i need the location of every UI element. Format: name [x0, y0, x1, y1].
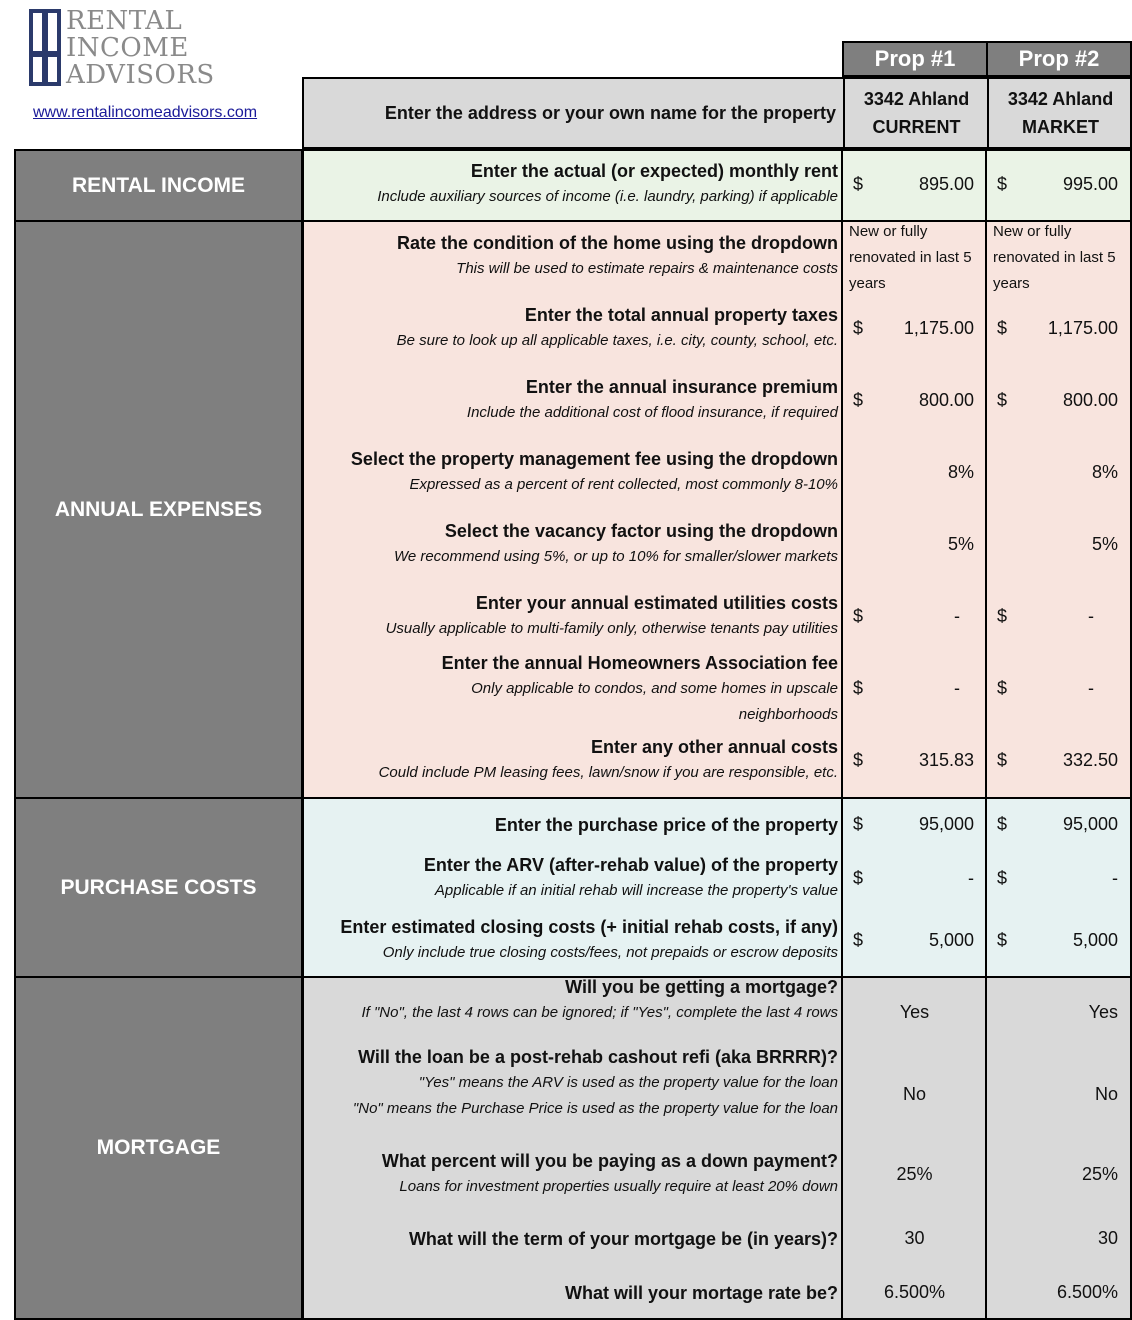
- prop2-down-payment-input[interactable]: 25%: [1081, 1164, 1118, 1184]
- section-mortgage: MORTGAGE: [14, 976, 303, 1320]
- rent-question: Enter the actual (or expected) monthly rent Include auxiliary sources of income (i.e. laundry, parking) if applicable: [377, 161, 838, 205]
- brand-name-line-3: ADVISORS: [66, 60, 215, 90]
- address-label: Enter the address or your own name for the property: [384, 102, 836, 123]
- brand-name-line-1: RENTAL: [66, 6, 183, 36]
- prop1-utilities-input[interactable]: $ -: [853, 606, 960, 626]
- prop1-vacancy-dropdown[interactable]: 5%: [947, 534, 974, 554]
- prop2-rent-input[interactable]: $ 995.00: [997, 174, 1118, 194]
- brand-name-line-2: INCOME: [66, 33, 189, 63]
- prop1-insurance-input[interactable]: $ 800.00: [853, 390, 974, 410]
- prop1-other-costs-input[interactable]: $ 315.83: [853, 750, 974, 770]
- closing-question: Enter estimated closing costs (+ initial rehab costs, if any) Only include true closing costs/fees, not prepaids or escrow deposits: [340, 917, 838, 961]
- brrrr-question: Will the loan be a post-rehab cashout refi (aka BRRRR)? "Yes" means the ARV is used as the property value for the loan "No" means the Purchase Price is used as the property value for the loan: [352, 1047, 838, 1117]
- prop2-hoa-input[interactable]: $ -: [997, 678, 1094, 698]
- prop2-other-costs-input[interactable]: $ 332.50: [997, 750, 1118, 770]
- term-question: What will the term of your mortgage be (in years)?: [408, 1229, 838, 1249]
- prop1-down-payment-input[interactable]: 25%: [896, 1164, 933, 1184]
- prop2-arv-input[interactable]: $ -: [997, 868, 1118, 888]
- prop2-condition-dropdown[interactable]: New or fully renovated in last 5 years: [993, 223, 1116, 292]
- prop1-term-input[interactable]: 30: [904, 1228, 925, 1248]
- prop1-mortgage-dropdown[interactable]: Yes: [899, 1002, 930, 1022]
- prop1-brrrr-dropdown[interactable]: No: [902, 1084, 926, 1104]
- prop2-utilities-input[interactable]: $ -: [997, 606, 1094, 626]
- logo-icon: [29, 9, 61, 86]
- prop1-rent-input[interactable]: $ 895.00: [853, 174, 974, 194]
- prop1-hoa-input[interactable]: $ -: [853, 678, 960, 698]
- price-question: Enter the purchase price of the property: [494, 815, 838, 835]
- prop1-rate-input[interactable]: 6.500%: [883, 1282, 946, 1302]
- prop2-term-input[interactable]: 30: [1097, 1228, 1118, 1248]
- arv-question: Enter the ARV (after-rehab value) of the property Applicable if an initial rehab will increase the property's value: [423, 855, 838, 899]
- prop2-header: Prop #2: [986, 41, 1132, 77]
- section-purchase-costs: PURCHASE COSTS: [14, 797, 303, 978]
- pm-fee-question: Select the property management fee using the dropdown Expressed as a percent of rent collected, most commonly 8-10%: [350, 449, 838, 493]
- down-payment-question: What percent will you be paying as a down payment? Loans for investment properties usually require at least 20% down: [381, 1151, 838, 1195]
- utilities-question: Enter your annual estimated utilities costs Usually applicable to multi-family only, otherwise tenants pay utilities: [385, 593, 838, 637]
- prop1-condition-dropdown[interactable]: New or fully renovated in last 5 years: [849, 223, 972, 292]
- prop2-brrrr-dropdown[interactable]: No: [1094, 1084, 1118, 1104]
- vacancy-question: Select the vacancy factor using the dropdown We recommend using 5%, or up to 10% for smaller/slower markets: [393, 521, 838, 565]
- taxes-question: Enter the total annual property taxes Be sure to look up all applicable taxes, i.e. city, county, school, etc.: [396, 305, 838, 349]
- rate-question: What will your mortage rate be?: [564, 1283, 838, 1303]
- prop1-taxes-input[interactable]: $ 1,175.00: [853, 318, 974, 338]
- prop2-pm-fee-dropdown[interactable]: 8%: [1091, 462, 1118, 482]
- prop1-address-input[interactable]: 3342 Ahland CURRENT: [863, 89, 970, 137]
- prop1-closing-input[interactable]: $ 5,000: [853, 930, 974, 950]
- prop2-taxes-input[interactable]: $ 1,175.00: [997, 318, 1118, 338]
- mortgage-question: Will you be getting a mortgage? If "No", the last 4 rows can be ignored; if "Yes", complete the last 4 rows: [361, 977, 838, 1021]
- prop1-pm-fee-dropdown[interactable]: 8%: [947, 462, 974, 482]
- prop1-header: Prop #1: [842, 41, 988, 77]
- prop2-mortgage-dropdown[interactable]: Yes: [1088, 1002, 1118, 1022]
- address-row: [302, 77, 1132, 149]
- prop2-address-input[interactable]: 3342 Ahland MARKET: [1007, 89, 1114, 137]
- prop2-price-input[interactable]: $ 95,000: [997, 814, 1118, 834]
- insurance-question: Enter the annual insurance premium Include the additional cost of flood insurance, if required: [466, 377, 838, 421]
- website-link[interactable]: www.rentalincomeadvisors.com: [33, 104, 258, 121]
- section-annual-expenses: ANNUAL EXPENSES: [14, 220, 303, 799]
- prop2-insurance-input[interactable]: $ 800.00: [997, 390, 1118, 410]
- prop2-closing-input[interactable]: $ 5,000: [997, 930, 1118, 950]
- prop1-price-input[interactable]: $ 95,000: [853, 814, 974, 834]
- condition-question: Rate the condition of the home using the dropdown This will be used to estimate repairs & maintenance costs: [397, 233, 838, 277]
- prop2-rate-input[interactable]: 6.500%: [1056, 1282, 1118, 1302]
- section-rental-income: RENTAL INCOME: [14, 149, 303, 222]
- prop2-vacancy-dropdown[interactable]: 5%: [1091, 534, 1118, 554]
- prop1-arv-input[interactable]: $ -: [853, 868, 974, 888]
- other-costs-question: Enter any other annual costs Could include PM leasing fees, lawn/snow if you are responsible, etc.: [378, 737, 838, 781]
- hoa-question: Enter the annual Homeowners Association fee Only applicable to condos, and some homes in upscale neighborhoods: [441, 653, 838, 723]
